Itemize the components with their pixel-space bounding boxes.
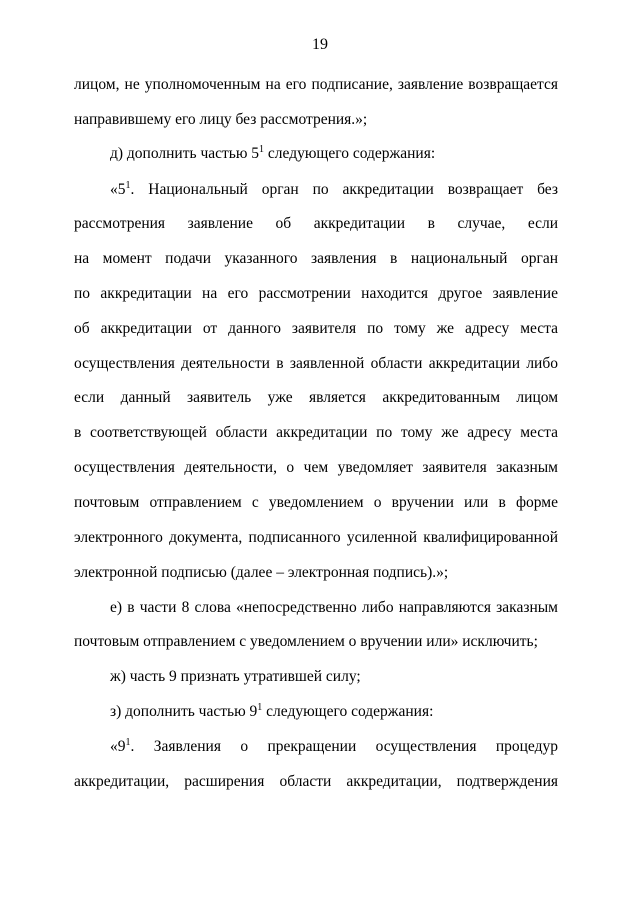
page-number: 19 bbox=[312, 36, 328, 53]
text-line: электронной подписью (далее – электронная подпись).»; bbox=[74, 564, 449, 581]
text-line: д) дополнить частью $5^1$ следующего содержания: bbox=[110, 144, 436, 162]
text-line: электронного документа, подписанного усиленной квалифицированной bbox=[74, 529, 558, 546]
superscript: 1 bbox=[125, 737, 131, 748]
text-line: аккредитации, расширения области аккредитации, подтверждения bbox=[74, 773, 558, 790]
text-line: ж) часть 9 признать утратившей силу; bbox=[110, 668, 361, 685]
text-line: на момент подачи указанного заявления в национальный орган bbox=[74, 250, 558, 267]
text-line: почтовым отправлением с уведомлением о вручении или в форме bbox=[74, 494, 558, 511]
text-line: е) в части 8 слова «непосредственно либо направляются заказным bbox=[110, 599, 558, 616]
text-line: если данный заявитель уже является аккредитованным лицом bbox=[74, 389, 558, 406]
superscript: 1 bbox=[125, 180, 131, 191]
text-line: рассмотрения заявление об аккредитации в случае, если bbox=[74, 215, 558, 232]
text-line: осуществления деятельности, о чем уведомляет заявителя заказным bbox=[74, 459, 558, 476]
text-line: «$9^1$. Заявления о прекращении осуществления процедур bbox=[110, 737, 558, 755]
text-line: в соответствующей области аккредитации по тому же адресу места bbox=[74, 424, 558, 441]
text-line: лицом, не уполномоченным на его подписание, заявление возвращается bbox=[74, 76, 558, 93]
text-line: по аккредитации на его рассмотрении находится другое заявление bbox=[74, 285, 558, 302]
text-line: «$5^1$. Национальный орган по аккредитации возвращает без bbox=[110, 180, 558, 198]
superscript: 1 bbox=[259, 144, 265, 155]
text-line: направившему его лицу без рассмотрения.»; bbox=[74, 111, 368, 128]
text-line: осуществления деятельности в заявленной области аккредитации либо bbox=[74, 355, 558, 372]
text-line: об аккредитации от данного заявителя по тому же адресу места bbox=[74, 320, 558, 337]
text-line: з) дополнить частью $9^1$ следующего содержания: bbox=[110, 702, 434, 720]
superscript: 1 bbox=[257, 702, 263, 713]
text-line: почтовым отправлением с уведомлением о вручении или» исключить; bbox=[74, 633, 538, 650]
